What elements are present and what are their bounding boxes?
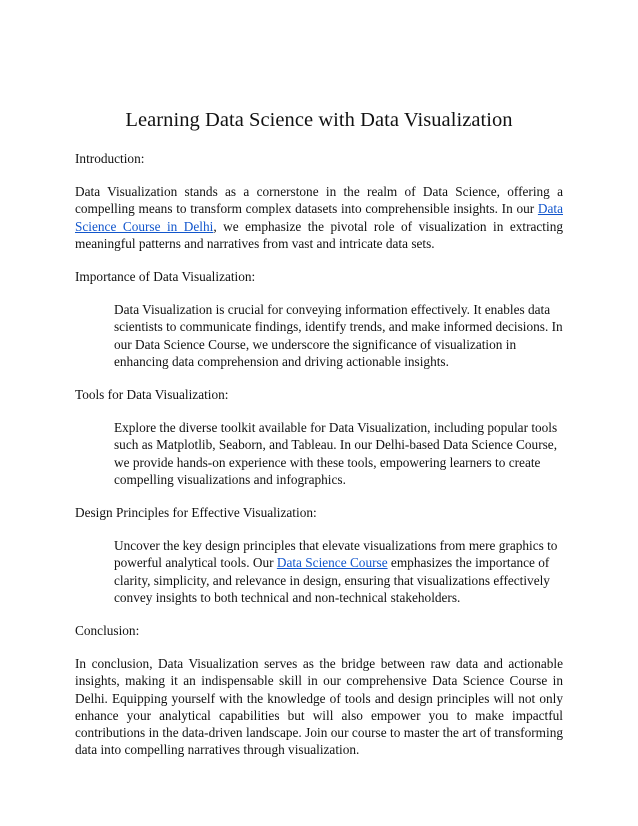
design-paragraph (114, 537, 563, 606)
design-text-before-link: Uncover the key design principles that elevate visualizations from mere graphics to powerful analytical tools. Our (114, 538, 558, 571)
design-text-after-link: emphasizes the importance of clarity, simplicity, and relevance in design, ensuring that visualizations effectively convey insights to both technical and non-technical stakeholders. (114, 555, 550, 605)
conclusion-heading: Conclusion: (75, 623, 140, 639)
conclusion-paragraph: In conclusion, Data Visualization serves as the bridge between raw data and actionable insights, making it an indispensable skill in our comprehensive Data Science Course in Delhi. Equipping yourself with the knowledge of tools and design principles will not only enhance your analytical capabilities but will also empower you to make impactful contributions in the data-driven landscape. Join our course to master the art of transforming data into compelling narratives through visualization. (75, 656, 563, 758)
intro-paragraph (75, 183, 563, 252)
document-title: Learning Data Science with Data Visualization (125, 109, 513, 131)
design-heading: Design Principles for Effective Visualization: (75, 505, 317, 521)
importance-paragraph: Data Visualization is crucial for conveying information effectively. It enables data scientists to communicate findings, identify trends, and make informed decisions. In our Data Science Course, we underscore the significance of visualization in enhancing data comprehension and driving actionable insights. (114, 302, 563, 369)
data-science-course-link[interactable]: Data Science Course (276, 555, 388, 571)
intro-text-before-link: Data Visualization stands as a cornerstone in the realm of Data Science, offering a compelling means to transform complex datasets into comprehensible insights. In our (75, 184, 563, 217)
intro-heading: Introduction: (75, 151, 145, 166)
tools-paragraph: Explore the diverse toolkit available for Data Visualization, including popular tools such as Matplotlib, Seaborn, and Tableau. In our Delhi-based Data Science Course, we provide hands-on experience with these tools, empowering learners to create compelling visualizations and infographics. (114, 420, 558, 487)
data-science-course-delhi-link[interactable]: Data Science Course in Delhi (75, 201, 563, 234)
tools-heading: Tools for Data Visualization: (75, 387, 229, 403)
intro-text-after-link: , we emphasize the pivotal role of visualization in extracting meaningful patterns and narratives from vast and intricate data sets. (75, 218, 563, 251)
importance-heading: Importance of Data Visualization: (75, 269, 256, 285)
